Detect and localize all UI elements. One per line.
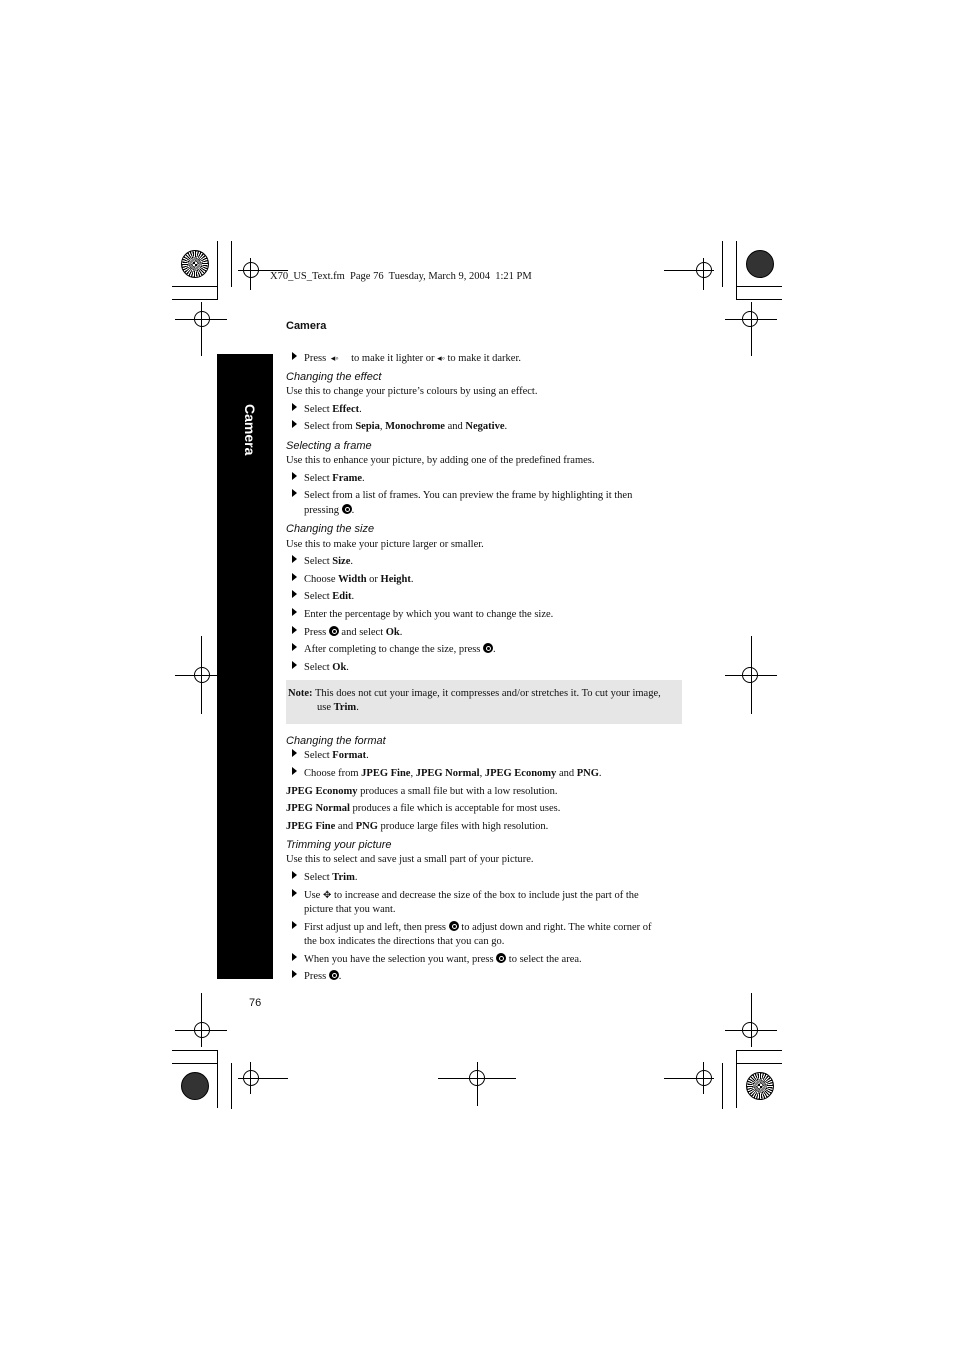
bullet-icon: [292, 555, 297, 563]
subheading: Changing the format: [286, 735, 386, 747]
list-item: Select Effect.: [304, 404, 362, 415]
select-key-icon: [342, 504, 352, 514]
select-key-icon: [496, 953, 506, 963]
volume-up-icon: ◂◦: [330, 353, 339, 363]
select-key-icon: [483, 643, 493, 653]
bullet-icon: [292, 661, 297, 669]
list-item: Press .: [304, 971, 342, 982]
bullet-icon: [292, 472, 297, 480]
note-text: Note: This does not cut your image, it compresses and/or stretches it. To cut your image, use Trim.: [288, 688, 661, 713]
registration-target-icon: [181, 1072, 209, 1100]
sidebar-label: Camera: [242, 404, 258, 456]
paragraph: Use this to enhance your picture, by adding one of the predefined frames.: [286, 455, 595, 466]
paragraph: JPEG Fine and PNG produce large files with high resolution.: [286, 821, 549, 832]
bullet-icon: [292, 590, 297, 598]
bullet-icon: [292, 608, 297, 616]
bullet-icon: [292, 970, 297, 978]
list-item: Select Ok.: [304, 662, 349, 673]
list-item: Select Trim.: [304, 872, 358, 883]
page-number: 76: [249, 997, 262, 1009]
bullet-icon: [292, 921, 297, 929]
bullet-icon: [292, 489, 297, 497]
section-title: Camera: [286, 320, 327, 332]
bullet-icon: [292, 573, 297, 581]
paragraph: JPEG Normal produces a file which is acceptable for most uses.: [286, 803, 561, 814]
select-key-icon: [329, 970, 339, 980]
select-key-icon: [329, 626, 339, 636]
registration-target-icon: [746, 1072, 774, 1100]
paragraph: JPEG Economy produces a small file but with a low resolution.: [286, 786, 558, 797]
list-item: Choose Width or Height.: [304, 574, 414, 585]
list-item: Select from Sepia, Monochrome and Negative.: [304, 421, 508, 432]
subheading: Changing the size: [286, 523, 375, 535]
bullet-icon: [292, 643, 297, 651]
list-item: First adjust up and left, then press to adjust down and right. The white corner of the box indicates the directions that you can go.: [304, 922, 652, 947]
volume-down-icon: ◂◦: [437, 353, 445, 363]
list-item: Choose from JPEG Fine, JPEG Normal, JPEG Economy and PNG.: [304, 768, 602, 779]
file-header: X70_US_Text.fm Page 76 Tuesday, March 9, 2004 1:21 PM: [270, 271, 532, 282]
bullet-icon: [292, 767, 297, 775]
subheading: Changing the effect: [286, 371, 382, 383]
list-item: Select Format.: [304, 750, 369, 761]
list-item: Select from a list of frames. You can preview the frame by highlighting it then pressing .: [304, 490, 633, 516]
list-item: Enter the percentage by which you want to change the size.: [304, 609, 554, 620]
list-item: Select Edit.: [304, 591, 355, 602]
list-item: Use ✥ to increase and decrease the size of the box to include just the part of the picture that you want.: [304, 890, 639, 915]
list-item: Select Size.: [304, 556, 353, 567]
select-key-icon: [449, 921, 459, 931]
paragraph: Use this to make your picture larger or smaller.: [286, 539, 484, 550]
paragraph: Use this to select and save just a small part of your picture.: [286, 854, 534, 865]
bullet-icon: [292, 871, 297, 879]
bullet-icon: [292, 352, 297, 360]
list-item: After completing to change the size, press .: [304, 644, 496, 655]
paragraph: Use this to change your picture’s colours by using an effect.: [286, 386, 538, 397]
registration-target-icon: [746, 250, 774, 278]
list-item: Press and select Ok.: [304, 627, 403, 638]
subheading: Selecting a frame: [286, 440, 372, 452]
list-item: When you have the selection you want, press to select the area.: [304, 954, 582, 965]
bullet-icon: [292, 749, 297, 757]
navigation-key-icon: ✥: [322, 890, 332, 901]
list-item: Press ◂◦ to make it lighter or ◂◦ to make it darker.: [304, 353, 521, 364]
bullet-icon: [292, 953, 297, 961]
list-item: Select Frame.: [304, 473, 365, 484]
bullet-icon: [292, 889, 297, 897]
subheading: Trimming your picture: [286, 839, 392, 851]
bullet-icon: [292, 626, 297, 634]
registration-target-icon: [181, 250, 209, 278]
bullet-icon: [292, 403, 297, 411]
bullet-icon: [292, 420, 297, 428]
